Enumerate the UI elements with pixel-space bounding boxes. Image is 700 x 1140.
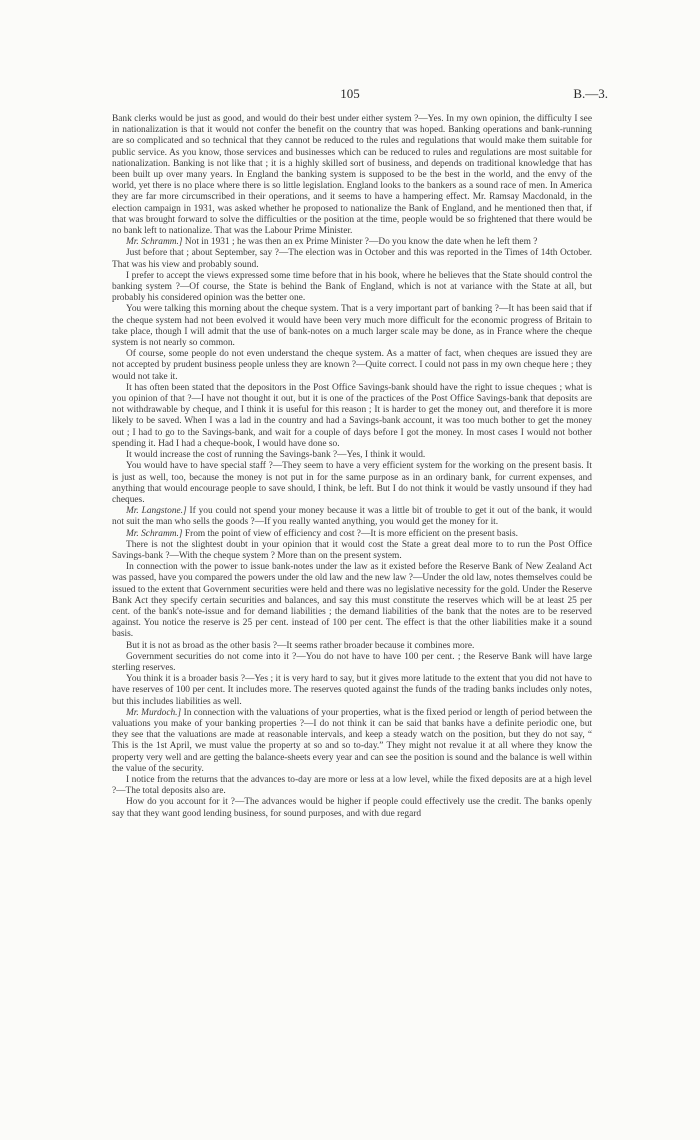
paragraph-text: There is not the slightest doubt in your opinion that it would cost the State a great deal more to to run the Post Office Savings-bank ?—With the cheque system ? More than on the present system.	[112, 539, 592, 561]
paragraph-text: Of course, some people do not even understand the cheque system. As a matter of fact, when cheques are issued they are not accepted by prudent business people unless they are known ?—Quite correct. I could not pass in my own cheque here ; they would not take it.	[112, 349, 592, 382]
page-number: 105	[340, 86, 360, 101]
paragraph-text: Just before that ; about September, say ?—The election was in October and this was reported in the Times of 14th October. That was his view and probably sound.	[112, 248, 592, 270]
paragraph	[112, 450, 592, 461]
paragraph-text: Government securities do not come into it ?—You do not have to have 100 per cent. ; the Reserve Bank will have large sterling reserves.	[112, 651, 592, 673]
paragraph	[112, 562, 592, 640]
paragraph	[112, 304, 592, 349]
paragraph-text: I notice from the returns that the advances to-day are more or less at a low level, while the fixed deposits are at a high level ?—The total deposits also are.	[112, 774, 592, 797]
paragraph	[112, 797, 592, 819]
paragraph-text: You were talking this morning about the cheque system. That is a very important part of banking ?—It has been said that if the cheque system had not been evolved it would have been very much more difficult for the economic progress of Britain to take place, though I will admit that the use of bank-notes on a much larger scale may be done, as in France where the cheque system is not nearly so common.	[112, 304, 592, 349]
speaker-label: Mr. Langstone.]	[126, 506, 187, 517]
speaker-label: Mr. Schramm.]	[126, 237, 183, 248]
paragraph	[112, 248, 592, 270]
paragraph-text: It would increase the cost of running the Savings-bank ?—Yes, I think it would.	[126, 450, 426, 461]
paragraph-text: It has often been stated that the depositors in the Post Office Savings-bank should have the right to issue cheques ; what is you opinion of that ?—I have not thought it out, but it is one of the practices of the Post Office Savings-bank that deposits are not withdrawable by cheque, and I think it is useful for this reason ; It is harder to get the money out, and therefore it is more likely to be saved. When I was a lad in the country and had a Savings-bank account, it was too much bother to get the money out ; I had to go to the Savings-bank, and wait for a couple of days before I got the money. In most cases I would not bother spending it. Had I had a cheque-book, I would have done so.	[112, 382, 592, 449]
paragraph-text: From the point of view of efficiency and cost ?—It is more efficient on the present basis.	[182, 528, 519, 539]
document-reference: B.—3.	[573, 86, 608, 101]
paragraph	[112, 674, 592, 708]
paragraph	[112, 540, 592, 562]
paragraph	[112, 652, 592, 674]
paragraph	[112, 529, 592, 540]
paragraph-text: Bank clerks would be just as good, and would do their best under either system ?—Yes. In my own opinion, the difficulty I see in nationalization is that it would not confer the benefit on the country that was hoped. Banking operations and bank-running are so complicated and so technical that they cannot be reduced to the rules and regulations that would make them suitable for public service. As you know, those services and businesses which can be reduced to rules and regulations are most suitable for nationalization. Banking is not like that ; it is a highly skilled sort of business, and depends on traditional knowledge that has been built up over many years. In England the banking system is supposed to be the best in the world, and the envy of the world, yet there is no place where there is so little legislation. England looks to the bankers as a sound race of men. In America they are far more circumscribed in their operations, and it seems to have a hampering effect. Mr. Ramsay Macdonald, in the election campaign in 1931, was asked whether he proposed to nationalize the Bank of England, and he mentioned then that, if that was brought forward to solve the difficulties or the position at the time, people would be so frightened that there would be no bank left to nationalize. That was the Labour Prime Minister.	[112, 114, 592, 237]
paragraph	[112, 349, 592, 383]
paragraph	[112, 506, 592, 528]
paragraph	[112, 237, 592, 248]
paragraph	[112, 383, 592, 450]
paragraph	[112, 114, 592, 237]
paragraph	[112, 775, 592, 797]
paragraph-text: If you could not spend your money because it was a little bit of trouble to get it out of the bank, it would not suit the man who sells the goods ?—If you really wanted anything, you would get the money for it.	[112, 506, 592, 528]
paragraph	[112, 641, 592, 652]
paragraph	[112, 461, 592, 506]
paragraph-text: You would have to have special staff ?—They seem to have a very efficient system for the working on the present basis. It is just as well, too, because the money is not put in for the same purpose as in an ordinary bank, for current expenses, and anything that would encourage people to save should, I think, be left. But I do not think it would be vastly unsound if they had cheques.	[112, 461, 592, 505]
speaker-label: Mr. Murdoch.]	[126, 707, 182, 718]
paragraph	[112, 271, 592, 305]
body-text	[112, 114, 592, 820]
speaker-label: Mr. Schramm.]	[126, 528, 183, 539]
paragraph-text: You think it is a broader basis ?—Yes ; it is very hard to say, but it gives more latitude to the extent that you did not have to have reserves of 100 per cent. It includes more. The reserves quoted against the funds of the trading banks includes only notes, but this includes liabilities as well.	[112, 674, 592, 707]
paragraph-text: I prefer to accept the views expressed some time before that in his book, where he believes that the State should control the banking system ?—Of course, the State is behind the Bank of England, which is not at variance with the State at all, but probably his considered opinion was the better one.	[112, 270, 592, 304]
paragraph	[112, 708, 592, 775]
paragraph-text: In connection with the power to issue bank-notes under the law as it existed before the Reserve Bank of New Zealand Act was passed, have you compared the powers under the old law and the new law ?—Under the old law, notes themselves could be issued to the extent that Government securities were held and there was no legislative necessity for the gold. Under the Reserve Bank Act they specify certain securities and balances, and say this must constitute the reserves which will be at least 25 per cent. of the bank's note-issue and for demand liabilities ; the demand liabilities of the bank that the notes are to be reserved against. You notice the reserve is 25 per cent. instead of 100 per cent. The effect is that the other liabilities make it a sound basis.	[112, 562, 592, 640]
paragraph-text: In connection with the valuations of your properties, what is the fixed period or length of period between the valuations you make of your banking properties ?—I do not think it can be said that banks have a definite periodic one, but they see that the valuations are made at reasonable intervals, and keep a steady watch on the position, but they do not say, “ This is the 1st April, we must value the property at so and so to-day.” They might not revalue it at all where they know the property very well and are getting the balance-sheets every year and can see the position is sound and the balance is well within the value of the security.	[112, 707, 592, 774]
paragraph-text: How do you account for it ?—The advances would be higher if people could effectively use the credit. The banks openly say that they want good lending business, for sound purposes, and with due regard	[112, 797, 592, 819]
paragraph-text: Not in 1931 ; he was then an ex Prime Minister ?—Do you know the date when he left them ?	[182, 237, 538, 248]
paragraph-text: But it is not as broad as the other basis ?—It seems rather broader because it combines more.	[126, 640, 475, 651]
